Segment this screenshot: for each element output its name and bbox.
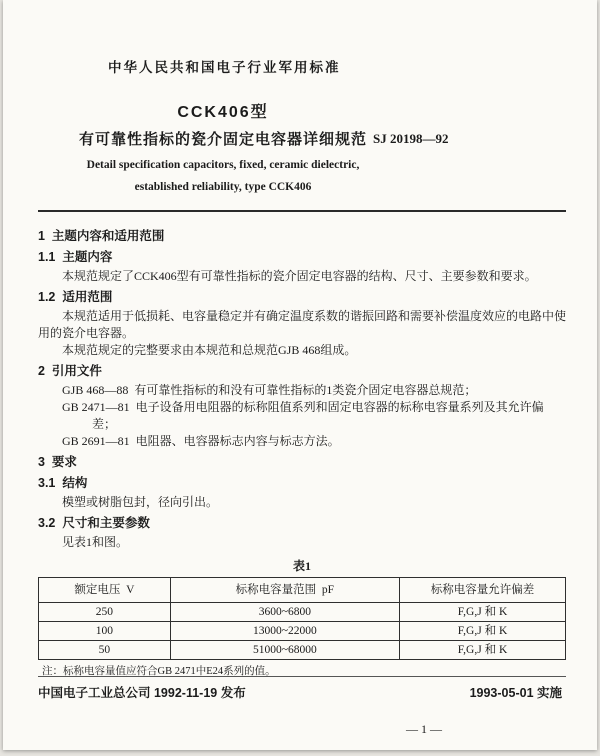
- table-header-capacitance-range: 标称电容量范围 pF: [170, 578, 399, 603]
- paragraph: 本规范适用于低损耗、电容量稳定并有确定温度系数的谐振回路和需要补偿温度效应的电路中使用的瓷介电容器。: [38, 309, 567, 340]
- table-cell: 250: [39, 603, 171, 622]
- table-caption: 表1: [292, 559, 311, 573]
- section-heading-3-2: 3.2 尺寸和主要参数: [38, 516, 150, 530]
- paragraph: 见表1和图。: [62, 535, 129, 549]
- table-header-rated-voltage: 额定电压 V: [39, 578, 171, 603]
- page-number: — 1 —: [406, 722, 442, 736]
- table-header-row: [39, 578, 566, 603]
- implementation-date: 1993-05-01 实施: [469, 686, 562, 700]
- paragraph: 本规范规定了CCK406型有可靠性指标的瓷介固定电容器的结构、尺寸、主要参数和要求。: [62, 269, 537, 283]
- document-title-cn: 有可靠性指标的瓷介固定电容器详细规范: [78, 131, 367, 148]
- paragraph: 本规范规定的完整要求由本规范和总规范GJB 468组成。: [62, 343, 357, 357]
- standard-category-label: 中华人民共和国电子行业军用标准: [108, 60, 341, 75]
- table-note: 注：标称电容量值应符合GB 2471中E24系列的值。: [42, 666, 276, 677]
- table-cell: F,G,J 和 K: [399, 622, 565, 641]
- document-title-en-line1: Detail specification capacitors, fixed, ceramic dielectric,: [86, 159, 360, 171]
- table-cell: 100: [39, 622, 171, 641]
- reference-item: GJB 468—88 有可靠性指标的和没有可靠性指标的1类瓷介固定电容器总规范；: [62, 383, 477, 397]
- publisher-issue-date: 中国电子工业总公司 1992-11-19 发布: [38, 686, 246, 700]
- standard-number: SJ 20198—92: [373, 131, 449, 146]
- table-cell: F,G,J 和 K: [399, 603, 565, 622]
- header-rule: [38, 210, 566, 212]
- document-page: [3, 0, 597, 750]
- footer-rule: [38, 676, 566, 677]
- table-cell: 3600~6800: [170, 603, 399, 622]
- table-header-tolerance: 标称电容量允许偏差: [399, 578, 565, 603]
- section-heading-1-2: 1.2 适用范围: [38, 290, 113, 304]
- table-cell: 50: [39, 641, 171, 660]
- section-heading-3: 3 要求: [38, 455, 77, 469]
- reference-item: GB 2691—81 电阻器、电容器标志内容与标志方法。: [62, 434, 340, 448]
- section-heading-1: 1 主题内容和适用范围: [38, 229, 165, 243]
- section-heading-2: 2 引用文件: [38, 364, 102, 378]
- table-row: [39, 622, 566, 641]
- paragraph: 模塑或树脂包封，径向引出。: [62, 495, 219, 509]
- table-cell: 51000~68000: [170, 641, 399, 660]
- table-row: [39, 603, 566, 622]
- spec-table: [38, 577, 566, 660]
- reference-item: GB 2471—81 电子设备用电阻器的标称阻值系列和固定电容器的标称电容量系列及其允许偏差；: [62, 400, 544, 431]
- document-title-model: CCK406型: [177, 104, 269, 121]
- document-title-en-line2: established reliability, type CCK406: [134, 181, 312, 193]
- section-heading-1-1: 1.1 主题内容: [38, 250, 113, 264]
- table-row: [39, 641, 566, 660]
- document-body: [38, 224, 566, 679]
- table-cell: F,G,J 和 K: [399, 641, 565, 660]
- section-heading-3-1: 3.1 结构: [38, 476, 88, 490]
- table-cell: 13000~22000: [170, 622, 399, 641]
